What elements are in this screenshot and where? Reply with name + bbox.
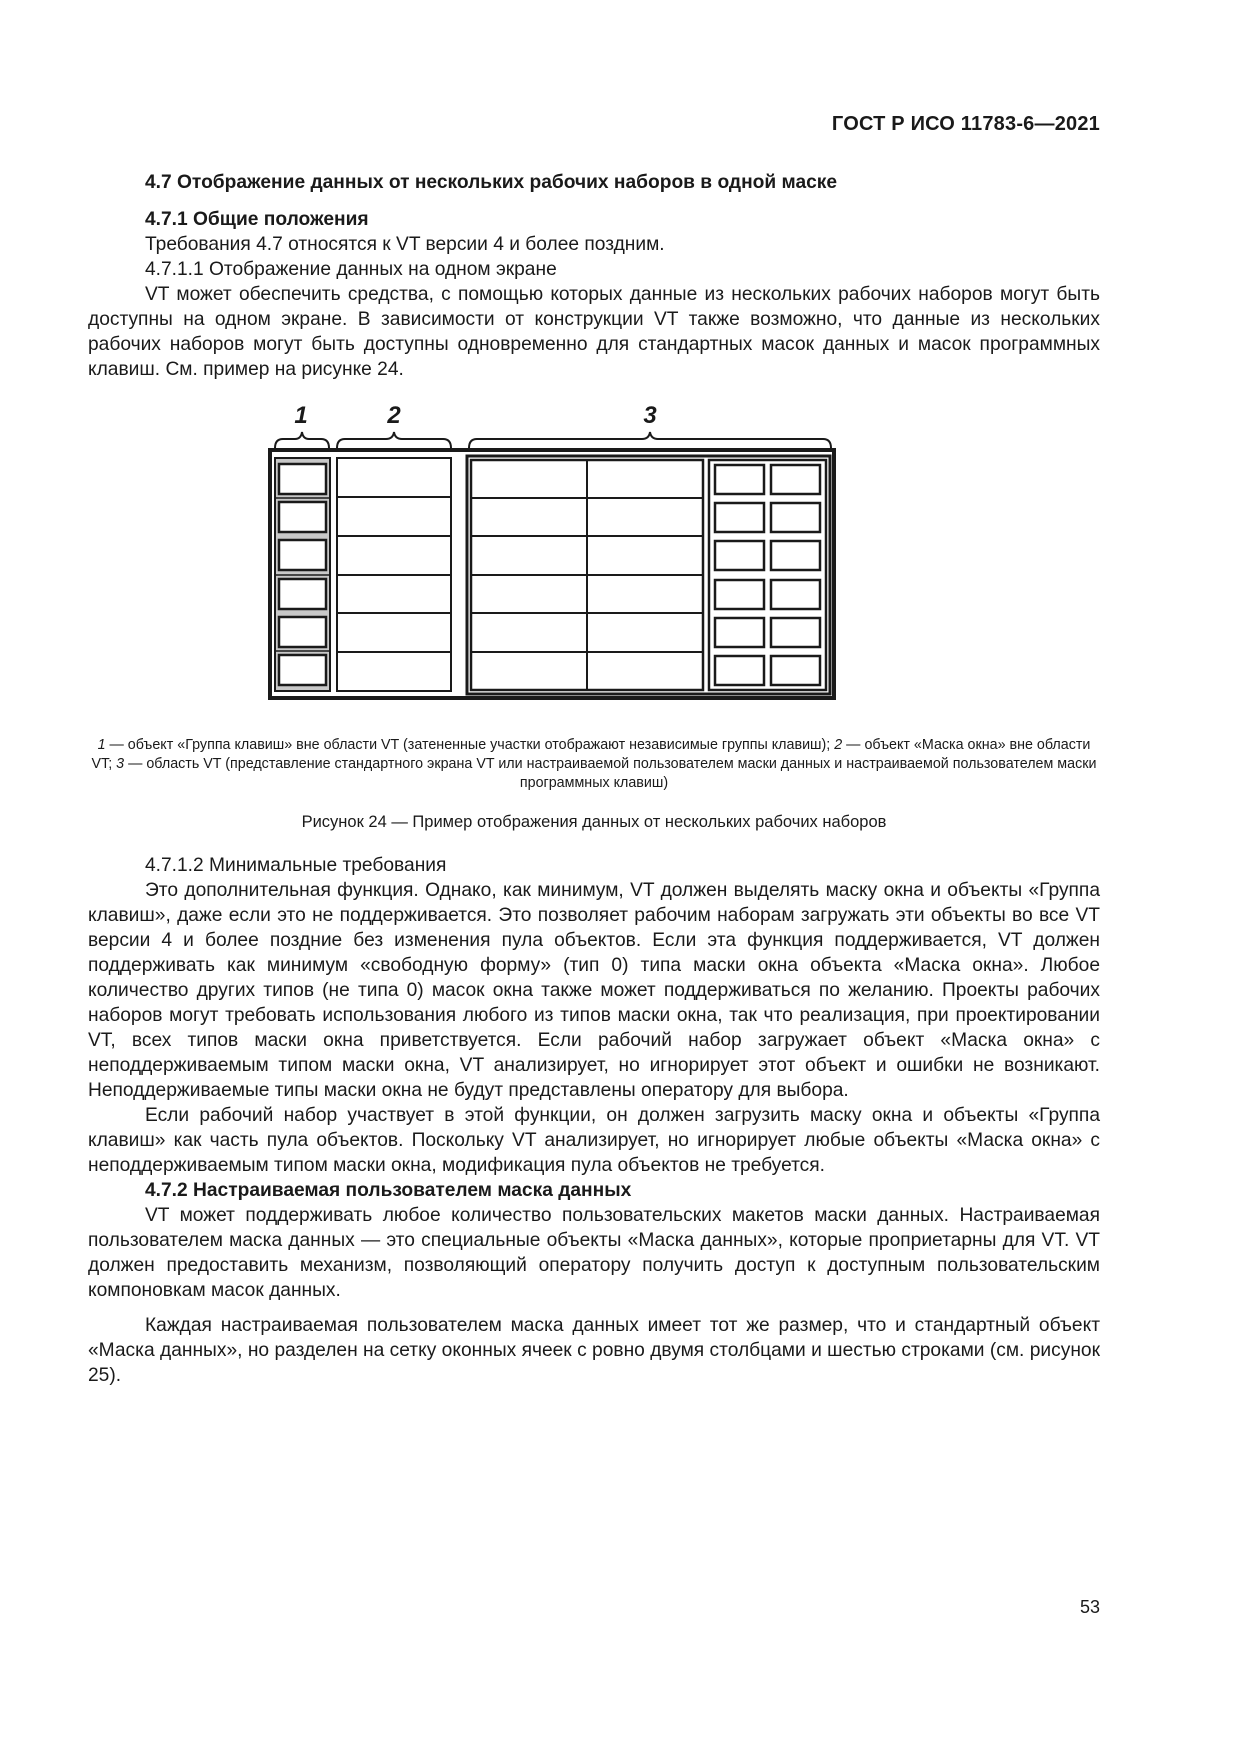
softkey-cell — [715, 503, 764, 532]
softkey-cell — [715, 465, 764, 494]
softkey-cell — [771, 656, 820, 685]
subsection-title: 4.7.1 Общие положения — [145, 209, 369, 230]
key-group-column — [275, 458, 330, 691]
figure-label-3: 3 — [643, 402, 657, 429]
key-cell — [279, 617, 326, 647]
key-cell — [279, 540, 326, 570]
brace-2 — [337, 432, 451, 448]
standard-header: ГОСТ Р ИСО 11783-6—2021 — [831, 113, 1100, 135]
content — [88, 170, 1100, 1388]
paragraph: VT может поддерживать любое количество пользовательских макетов маски данных. Настраиваемая пользователем маска данных — это специальные объекты «Маска данных», которые проприетарны для VT. VT должен предоставить механизм, позволяющий оператору получить доступ к доступным пользовательским компоновкам масок данных. — [88, 1205, 1100, 1301]
figure-label-2: 2 — [387, 402, 401, 429]
legend-text: — область VT (представление стандартного экрана VT или настраиваемой пользователем маски данных и настраиваемой пользователем маски программных клавиш) — [124, 756, 1097, 791]
figure-diagram — [268, 388, 908, 736]
key-cell — [279, 579, 326, 609]
key-cell — [279, 502, 326, 532]
legend-text: — объект «Группа клавиш» вне области VT (затененные участки отображают независимые группы клавиш); — [105, 737, 835, 753]
paragraph: 4.7.1.1 Отображение данных на одном экране — [145, 259, 557, 280]
figure-legend — [88, 736, 1100, 793]
paragraph: 4.7.1.2 Минимальные требования — [145, 855, 447, 876]
paragraph: Если рабочий набор участвует в этой функции, он должен загрузить маску окна и объекты «Группа клавиш» как часть пула объектов. Поскольку VT анализирует, но игнорирует любые объекты «Маска окна» с неподдерживаемым типом маски окна, модификация пула объектов не требуется. — [88, 1105, 1100, 1176]
legend-num: 3 — [116, 756, 125, 772]
legend-num: 1 — [97, 737, 106, 753]
brace-1 — [275, 432, 329, 448]
figure-label-1: 1 — [294, 402, 308, 429]
softkey-cell — [771, 580, 820, 609]
figure-24 — [88, 388, 1100, 736]
softkey-cell — [715, 541, 764, 570]
softkey-cell — [715, 580, 764, 609]
legend-num: 2 — [834, 737, 843, 753]
softkey-cell — [771, 503, 820, 532]
figure-caption: Рисунок 24 — Пример отображения данных от нескольких рабочих наборов — [301, 813, 887, 831]
brace-3 — [469, 432, 831, 448]
softkey-cell — [771, 465, 820, 494]
key-cell — [279, 464, 326, 494]
softkey-cell — [771, 618, 820, 647]
paragraph: Каждая настраиваемая пользователем маска данных имеет тот же размер, что и стандартный объект «Маска данных», но разделен на сетку оконных ячеек с ровно двумя столбцами и шестью строками (см. рисунок 25). — [88, 1315, 1100, 1386]
key-cell — [279, 655, 326, 685]
legend-text: — объект «Маска окна» вне области VT; — [91, 737, 1091, 772]
paragraph: Это дополнительная функция. Однако, как минимум, VT должен выделять маску окна и объекты «Группа клавиш», даже если это не поддерживается. Это позволяет рабочим наборам загружать эти объекты во все VT версии 4 и более поздние без изменения пула объектов. Если эта функция поддерживается, VT должен поддерживать как минимум «свободную форму» (тип 0) типа маски окна объекта «Маска окна». Любое количество других типов (не типа 0) масок окна также может поддерживаться по желанию. Проекты рабочих наборов могут требовать использования любого из типов маски окна, так что реализация, при проектировании VT, всех типов маски окна приветствуется. Если рабочий набор загружает объект «Маска окна» с неподдерживаемым типом маски окна, VT анализирует, но игнорирует этот объект и ошибки не возникают. Неподдерживаемые типы маски окна не будут представлены оператору для выбора. — [88, 880, 1100, 1101]
softkey-cell — [715, 618, 764, 647]
section-title: 4.7 Отображение данных от нескольких рабочих наборов в одной маске — [145, 172, 838, 193]
paragraph: Требования 4.7 относятся к VT версии 4 и более поздним. — [145, 234, 665, 255]
softkey-cell — [771, 541, 820, 570]
subsection-title: 4.7.2 Настраиваемая пользователем маска данных — [145, 1180, 632, 1201]
softkey-cell — [715, 656, 764, 685]
brace-group — [275, 432, 831, 448]
paragraph: VT может обеспечить средства, с помощью которых данные из нескольких рабочих наборов могут быть доступны на одном экране. В зависимости от конструкции VT также возможно, что данные из нескольких рабочих наборов могут быть доступны одновременно для стандартных масок данных и масок программных клавиш. См. пример на рисунке 24. — [88, 284, 1100, 380]
page-number: 53 — [1079, 1597, 1100, 1617]
